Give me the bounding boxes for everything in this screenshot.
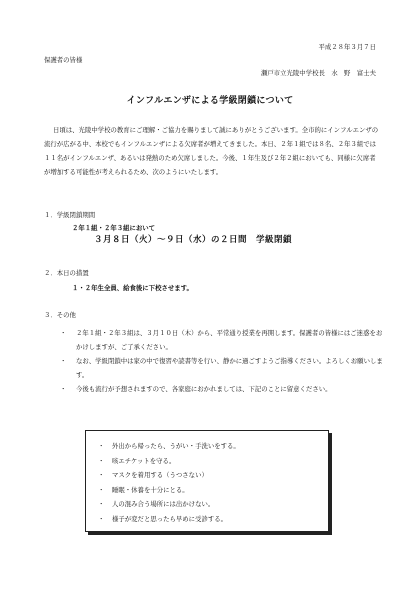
bullet-mark: ・ (98, 485, 105, 494)
bullet-mark: ・ (98, 500, 105, 508)
prevention-item (98, 468, 328, 483)
section-other-heading: ３．その他 (44, 311, 76, 319)
other-item (60, 382, 384, 396)
prevention-item (98, 497, 328, 512)
bullet-mark: ・ (98, 514, 105, 523)
other-item (60, 326, 384, 354)
document-title: インフルエンザによる学級閉鎖について (126, 96, 294, 106)
prevention-item-text: 外出から帰ったら、うがい・手洗いをする。 (112, 442, 240, 450)
date: 平成２８年３月７日 (318, 43, 376, 51)
period-classes: ２年１組・２年３組において (72, 224, 156, 232)
prevention-item (98, 512, 328, 527)
period-dates: ３月８日（火）～９日（水）の２日間 学級閉鎖 (94, 235, 293, 245)
prevention-list (86, 431, 328, 526)
prevention-item-text: 睡眠・休養を十分にとる。 (112, 485, 189, 494)
bullet-mark: ・ (60, 385, 67, 393)
body-text (44, 123, 380, 179)
prevention-item-text: マスクを着用する（うつさない） (112, 471, 208, 479)
prevention-notice-box (85, 430, 329, 532)
other-items-list (60, 326, 384, 396)
section-period-heading: １．学級閉鎖期間 (44, 211, 96, 219)
other-item-text: ２年１組・２年３組は、３月１０日（木）から、平常通り授業を再開します。保護者の皆様にはご迷惑をおかけしますが、ご了承ください。 (76, 329, 383, 351)
prevention-item-text: 咳エチケットを守る。 (112, 456, 176, 465)
other-item-text: 今後も流行が予想されますので、各家庭におかれましては、下記のことに留意ください。 (76, 385, 332, 393)
today-detail: １・２年生全員、給食後に下校させます。 (72, 284, 193, 292)
bullet-mark: ・ (98, 471, 105, 479)
bullet-mark: ・ (98, 456, 105, 465)
body-paragraph: 日頃は、光陵中学校の教育にご理解・ご協力を賜りまして誠にありがとうございます。全市的にインフルエンザの流行が広がる中、本校でもインフルエンザによる欠席者が増えてきました。本日、２年１組では８名、２年３組では１１名がインフルエンザ、あるいは発熱のため欠席しました。今後、１年生及び２年２組においても、同様に欠席者が増加する可能性が考えられるため、次のようにいたします。 (44, 126, 379, 176)
prevention-item-text: 人の混み合う場所には出かけない。 (112, 500, 215, 508)
prevention-item (98, 483, 328, 498)
prevention-item (98, 439, 328, 454)
bullet-mark: ・ (60, 329, 67, 337)
bullet-mark: ・ (98, 442, 105, 450)
other-item (60, 354, 384, 382)
sender: 瀬戸市立光陵中学校長 水 野 富士夫 (260, 69, 376, 77)
bullet-mark: ・ (60, 357, 67, 365)
section-today-heading: ２．本日の措置 (44, 269, 89, 277)
other-item-text: なお、学級閉鎖中は家の中で復習や読書等を行い、静かに過ごすようご指導ください。よろしくお願いします。 (76, 357, 383, 379)
prevention-item-text: 様子が変だと思ったら早めに受診する。 (112, 514, 228, 523)
prevention-item (98, 454, 328, 469)
recipient: 保護者の皆様 (44, 56, 83, 64)
